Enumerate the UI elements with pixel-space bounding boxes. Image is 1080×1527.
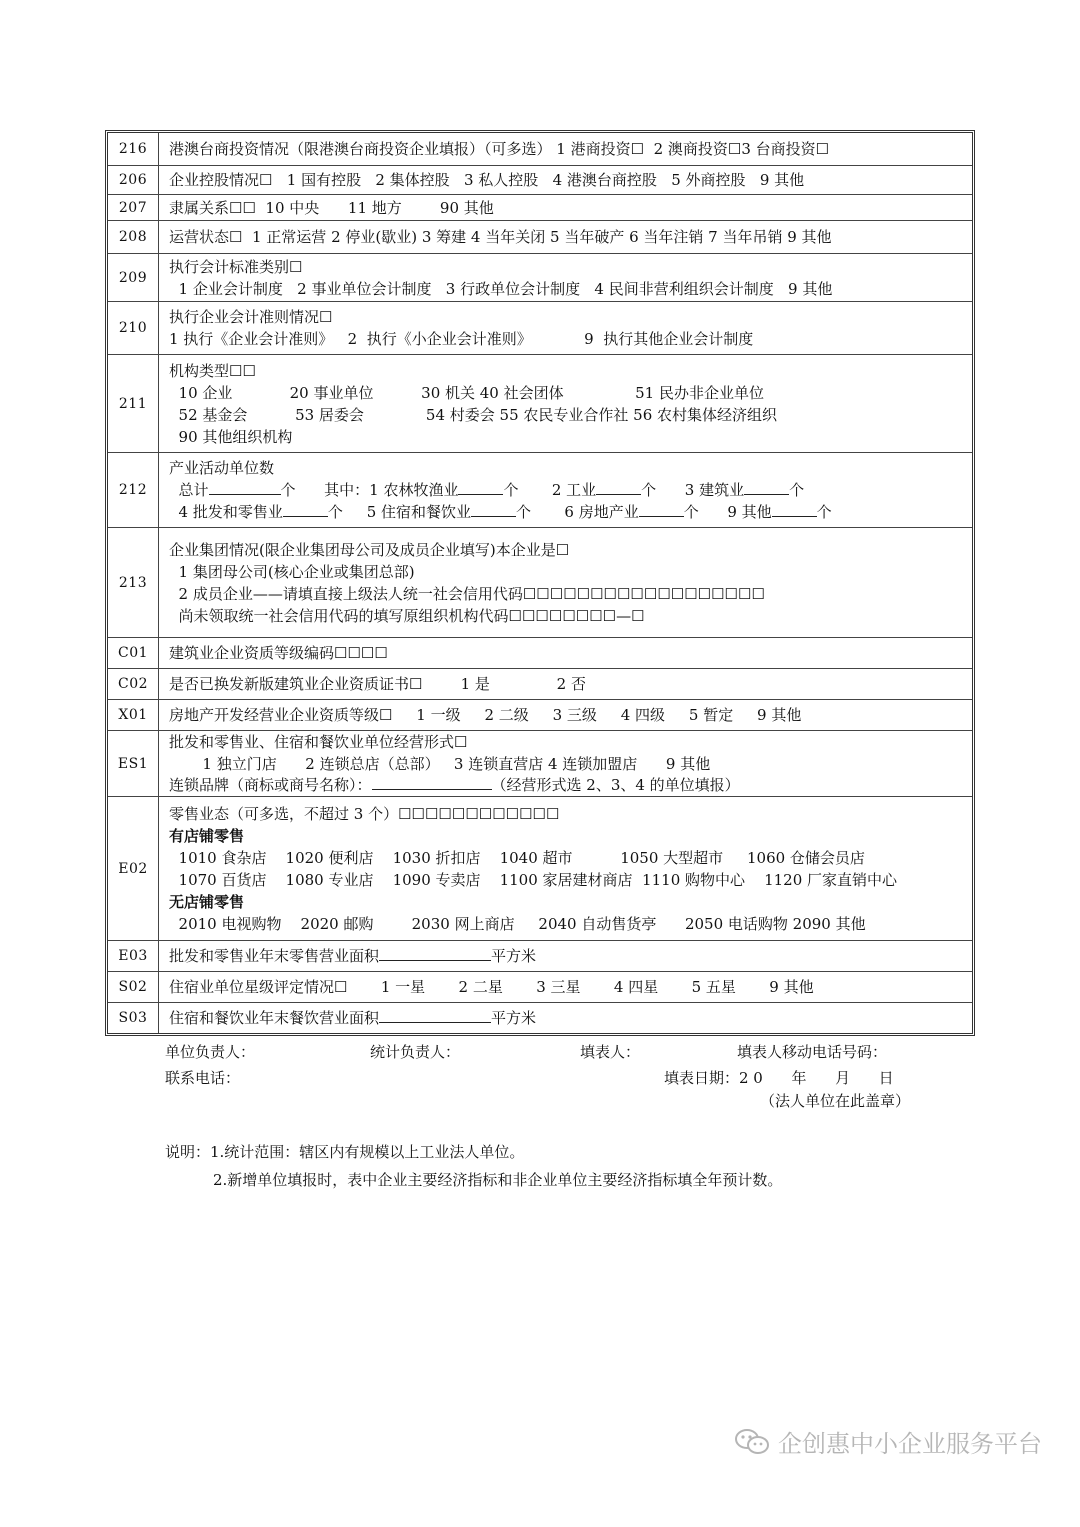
row-text[interactable]: 房地产开发经营业企业资质等级☐ 1 一级 2 二级 3 三级 4 四级 5 暂定 9 其他 [169, 706, 802, 724]
label-realestate: 个 6 房地产业 [516, 503, 639, 521]
wholesale-count-field[interactable] [283, 502, 328, 517]
platform-watermark [734, 1424, 1042, 1459]
row-code: 210 [108, 302, 159, 354]
form-row-206 [108, 166, 972, 195]
row-text[interactable]: 隶属关系☐☐ 10 中央 11 地方 90 其他 [169, 198, 494, 217]
note-new-unit: 2.新增单位填报时，表中企业主要经济指标和非企业单位主要经济指标填全年预计数。 [213, 1171, 783, 1189]
row-text[interactable]: 企业控股情况☐ 1 国有控股 2 集体控股 3 私人控股 4 港澳台商控股 5 外商控股 9 其他 [169, 171, 805, 189]
row-title: 产业活动单位数 [169, 459, 275, 477]
row-code: C02 [108, 669, 159, 699]
area-label: 批发和零售业年末零售营业面积 [169, 947, 380, 965]
label-unit: 个 [816, 503, 832, 521]
form-row-es1 [108, 731, 972, 797]
store-retail-options: 1010 食杂店 1020 便利店 1030 折扣店 1040 超市 1050 大型超市 1060 仓储会员店 [169, 848, 865, 867]
row-code: X01 [108, 700, 159, 730]
stat-head-label: 统计负责人： [370, 1043, 461, 1061]
row-text [169, 1007, 972, 1029]
row-code: 208 [108, 221, 159, 253]
row-code: 206 [108, 166, 159, 194]
construction-count-field[interactable] [744, 480, 789, 495]
row-options: 1 执行《企业会计准则》 2 执行《小企业会计准则》 9 执行其他企业会计制度 [169, 330, 754, 348]
row-counts-1 [169, 479, 972, 501]
row-options: 1 独立门店 2 连锁总店（总部） 3 连锁直营店 4 连锁加盟店 9 其他 [169, 754, 711, 773]
form-row-e02 [108, 797, 972, 941]
seal-note: （法人单位在此盖章） [760, 1092, 911, 1110]
form-row-216 [108, 133, 972, 166]
row-title[interactable]: 执行会计标准类别☐ [169, 257, 303, 276]
nonstore-retail-options: 2010 电视购物 2020 邮购 2030 网上商店 2040 自动售货亭 2050 电话购物 2090 其他 [169, 914, 866, 933]
form-row-207 [108, 195, 972, 221]
brand-name-field[interactable] [372, 775, 492, 790]
label-agri: 个 其中：1 农林牧渔业 [280, 481, 459, 499]
label-total: 总计 [169, 481, 209, 499]
row-counts-2 [169, 501, 972, 523]
row-title[interactable]: 机构类型☐☐ [169, 361, 256, 380]
form-row-212 [108, 453, 972, 528]
total-count-field[interactable] [209, 480, 281, 495]
row-code: 211 [108, 355, 159, 452]
filler-phone-label: 填表人移动电话号码： [737, 1043, 888, 1061]
store-retail-heading: 有店铺零售 [169, 826, 245, 845]
org-code-field[interactable]: 尚未领取统一社会信用代码的填写原组织机构代码☐☐☐☐☐☐☐☐—☐ [169, 606, 645, 625]
row-text[interactable]: 港澳台商投资情况（限港澳台商投资企业填报）（可多选） 1 港商投资☐ 2 澳商投资☐3 台商投资☐ [169, 140, 830, 158]
row-options: 10 企业 20 事业单位 30 机关 40 社会团体 51 民办非企业单位 [169, 383, 764, 402]
row-options: 1 企业会计制度 2 事业单位会计制度 3 行政单位会计制度 4 民间非营利组织会计制度 9 其他 [169, 279, 833, 298]
label-wholesale: 4 批发和零售业 [169, 503, 283, 521]
hospitality-count-field[interactable] [471, 502, 516, 517]
row-text[interactable]: 运营状态☐ 1 正常运营 2 停业(歇业) 3 筹建 4 当年关闭 5 当年破产 6 当年注销 7 当年吊销 9 其他 [169, 228, 832, 246]
row-code: 212 [108, 453, 159, 527]
row-options: 1 集团母公司(核心企业或集团总部) [169, 562, 415, 581]
form-row-c01 [108, 638, 972, 669]
row-code: 216 [108, 133, 159, 165]
row-title[interactable]: 批发和零售业、住宿和餐饮业单位经营形式☐ [169, 733, 468, 751]
form-row-213 [108, 528, 972, 638]
credit-code-field[interactable]: 2 成员企业——请填直接上级法人统一社会信用代码☐☐☐☐☐☐☐☐☐☐☐☐☐☐☐☐☐☐ [169, 584, 765, 603]
form-row-s02 [108, 972, 972, 1003]
realestate-count-field[interactable] [639, 502, 684, 517]
label-construction: 个 3 建筑业 [641, 481, 745, 499]
statistics-form-table [105, 130, 975, 1036]
label-unit: 个 [789, 481, 805, 499]
store-retail-options: 1070 百货店 1080 专业店 1090 专卖店 1100 家居建材商店 1110 购物中心 1120 厂家直销中心 [169, 870, 898, 889]
form-row-211 [108, 355, 972, 453]
label-industry: 个 2 工业 [503, 481, 597, 499]
note-scope: 说明：1.统计范围：辖区内有规模以上工业法人单位。 [165, 1143, 525, 1161]
label-hospitality: 个 5 住宿和餐饮业 [327, 503, 472, 521]
brand-note: （经营形式选 2、3、4 的单位填报） [491, 776, 740, 795]
wechat-icon [734, 1427, 770, 1457]
filler-label: 填表人： [580, 1043, 641, 1061]
row-code: S02 [108, 972, 159, 1002]
row-code: 209 [108, 254, 159, 301]
row-code: C01 [108, 638, 159, 668]
area-unit: 平方米 [491, 1009, 537, 1027]
watermark-text: 企创惠中小企业服务平台 [778, 1430, 1042, 1458]
contact-phone-label: 联系电话： [165, 1069, 241, 1087]
row-code: S03 [108, 1003, 159, 1033]
brand-line [169, 774, 972, 796]
row-options: 90 其他组织机构 [169, 427, 293, 446]
row-text[interactable]: 住宿业单位星级评定情况☐ 1 一星 2 二星 3 三星 4 四星 5 五星 9 其他 [169, 978, 814, 996]
form-row-c02 [108, 669, 972, 700]
row-title[interactable]: 企业集团情况(限企业集团母公司及成员企业填写)本企业是☐ [169, 540, 570, 559]
form-row-210 [108, 302, 972, 355]
unit-head-label: 单位负责人： [165, 1043, 256, 1061]
industry-count-field[interactable] [596, 480, 641, 495]
row-text [169, 945, 972, 967]
agri-count-field[interactable] [458, 480, 503, 495]
brand-label: 连锁品牌（商标或商号名称）： [169, 776, 372, 795]
form-row-x01 [108, 700, 972, 731]
fill-date-label: 填表日期：2 0 年 月 日 [664, 1069, 894, 1087]
row-text[interactable]: 建筑业企业资质等级编码☐☐☐☐ [169, 644, 388, 662]
row-title[interactable]: 零售业态（可多选，不超过 3 个）☐☐☐☐☐☐☐☐☐☐☐☐ [169, 804, 560, 823]
nonstore-retail-heading: 无店铺零售 [169, 892, 245, 911]
row-code: 207 [108, 195, 159, 220]
retail-area-field[interactable] [379, 946, 491, 961]
other-count-field[interactable] [772, 502, 817, 517]
area-label: 住宿和餐饮业年末餐饮营业面积 [169, 1009, 380, 1027]
form-row-208 [108, 221, 972, 254]
row-title[interactable]: 执行企业会计准则情况☐ [169, 308, 333, 326]
catering-area-field[interactable] [379, 1008, 491, 1023]
area-unit: 平方米 [491, 947, 537, 965]
row-code: E03 [108, 941, 159, 971]
row-text[interactable]: 是否已换发新版建筑业企业资质证书☐ 1 是 2 否 [169, 675, 586, 693]
row-options: 52 基金会 53 居委会 54 村委会 55 农民专业合作社 56 农村集体经济组织 [169, 405, 778, 424]
row-code: 213 [108, 528, 159, 637]
form-row-e03 [108, 941, 972, 972]
label-other: 个 9 其他 [683, 503, 772, 521]
form-row-209 [108, 254, 972, 302]
row-code: E02 [108, 797, 159, 940]
row-code: ES1 [108, 731, 159, 796]
form-row-s03 [108, 1003, 972, 1033]
